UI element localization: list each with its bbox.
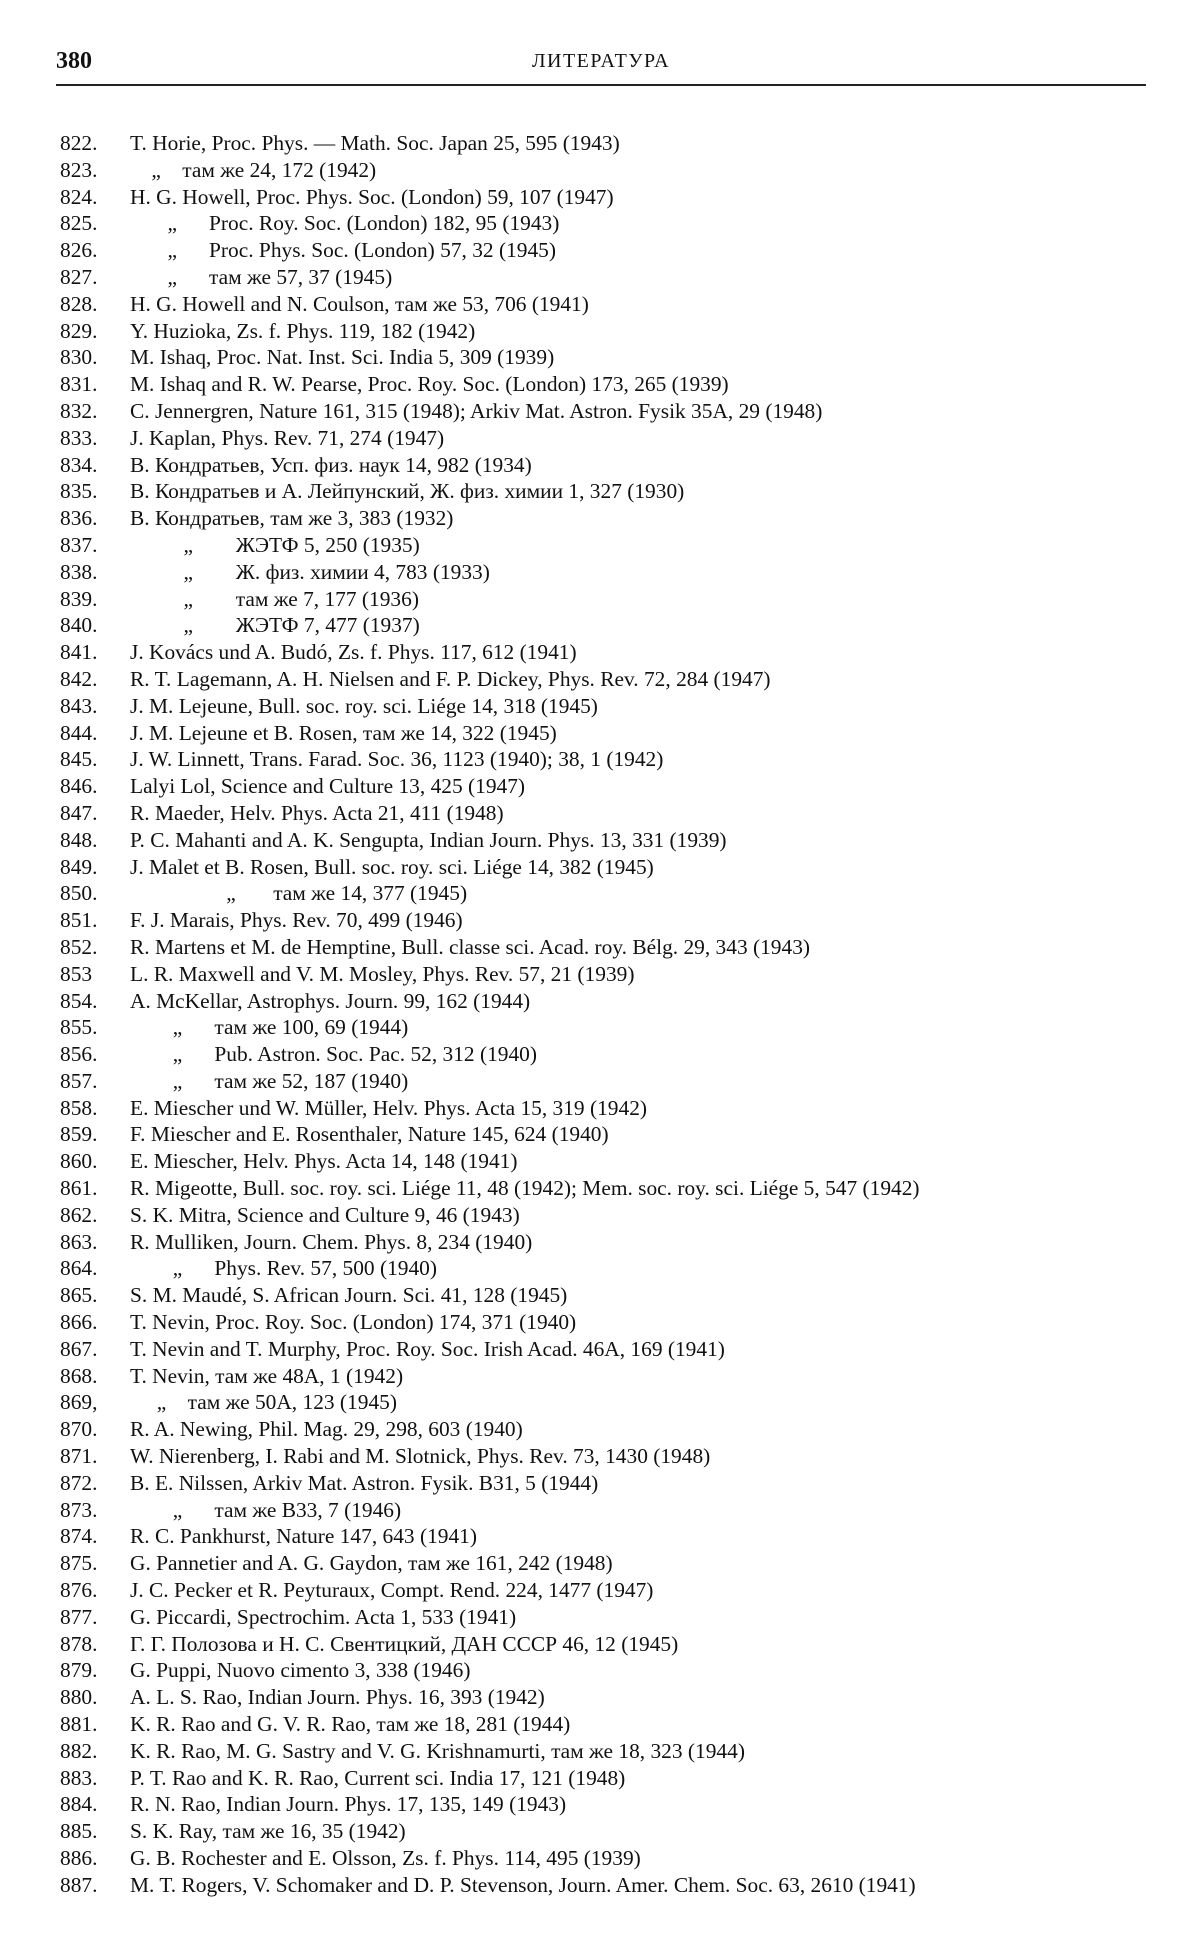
reference-text: Lalyi Lol, Science and Culture 13, 425 (1947) — [130, 774, 526, 799]
reference-item — [60, 1711, 1150, 1738]
reference-text: T. Nevin, Proc. Roy. Soc. (London) 174, 371 (1940) — [130, 1310, 577, 1335]
reference-item — [60, 452, 1150, 479]
reference-number: 853 — [60, 961, 93, 986]
reference-text: J. W. Linnett, Trans. Farad. Soc. 36, 1123 (1940); 38, 1 (1942) — [130, 747, 664, 772]
reference-text: G. B. Rochester and E. Olsson, Zs. f. Phys. 114, 495 (1939) — [130, 1846, 641, 1870]
reference-number: 865. — [60, 1283, 98, 1308]
reference-text: S. K. Ray, там же 16, 35 (1942) — [130, 1819, 406, 1844]
reference-item — [60, 639, 1150, 666]
reference-item — [60, 1791, 1150, 1818]
reference-text: „ Pub. Astron. Soc. Pac. 52, 312 (1940) — [130, 1042, 537, 1067]
page-number: 380 — [56, 48, 92, 74]
reference-text: „ Proc. Phys. Soc. (London) 57, 32 (1945) — [130, 238, 556, 263]
reference-number: 847. — [60, 800, 98, 825]
reference-item — [60, 291, 1150, 318]
reference-item — [60, 586, 1150, 613]
reference-item — [60, 988, 1150, 1015]
reference-text: „ Ж. физ. химии 4, 783 (1933) — [130, 559, 490, 584]
reference-text: „ ЖЭТФ 7, 477 (1937) — [130, 613, 420, 638]
reference-text: „ Phys. Rev. 57, 500 (1940) — [130, 1256, 437, 1281]
reference-number: 870. — [60, 1417, 98, 1442]
reference-text: A. L. S. Rao, Indian Journ. Phys. 16, 393 (1942) — [130, 1685, 545, 1710]
reference-number: 875. — [60, 1551, 98, 1576]
reference-text: R. Migeotte, Bull. soc. roy. sci. Liége 11, 48 (1942); Mem. soc. roy. sci. Liége 5, 547 (1942) — [130, 1176, 920, 1201]
running-title: ЛИТЕРАТУРА — [531, 50, 671, 72]
reference-item — [60, 237, 1150, 264]
reference-item — [60, 1550, 1150, 1577]
reference-text: R. Mulliken, Journ. Chem. Phys. 8, 234 (1940) — [130, 1229, 533, 1254]
reference-item — [60, 1818, 1150, 1845]
reference-number: 841. — [60, 640, 98, 665]
reference-number: 840. — [60, 613, 98, 638]
reference-item — [60, 1095, 1150, 1122]
reference-item — [60, 1389, 1150, 1416]
reference-text: „ ЖЭТФ 5, 250 (1935) — [130, 532, 420, 557]
reference-item — [60, 532, 1150, 559]
reference-item — [60, 184, 1150, 211]
reference-text: G. Pannetier and A. G. Gaydon, там же 161, 242 (1948) — [130, 1551, 613, 1576]
reference-text: „ там же 57, 37 (1945) — [130, 264, 393, 289]
reference-item — [60, 1631, 1150, 1658]
reference-item — [60, 425, 1150, 452]
reference-item — [60, 800, 1150, 827]
reference-number: 886. — [60, 1846, 98, 1870]
reference-number: 883. — [60, 1765, 98, 1790]
reference-item — [60, 934, 1150, 961]
reference-text: P. T. Rao and K. R. Rao, Current sci. India 17, 121 (1948) — [130, 1765, 626, 1790]
reference-number: 880. — [60, 1685, 98, 1710]
page-header — [56, 48, 1146, 88]
reference-number: 838. — [60, 559, 98, 584]
reference-number: 861. — [60, 1176, 98, 1201]
reference-item — [60, 1175, 1150, 1202]
reference-item — [60, 1068, 1150, 1095]
reference-text: „ там же 7, 177 (1936) — [130, 586, 419, 611]
reference-item — [60, 1363, 1150, 1390]
reference-number: 839. — [60, 586, 98, 611]
reference-item — [60, 505, 1150, 532]
reference-text: „ там же B33, 7 (1946) — [130, 1497, 402, 1522]
reference-number: 876. — [60, 1578, 98, 1603]
reference-text: M. Ishaq, Proc. Nat. Inst. Sci. India 5, 309 (1939) — [130, 345, 555, 370]
reference-number: 864. — [60, 1256, 98, 1281]
reference-number: 850. — [60, 881, 98, 906]
reference-text: В. Кондратьев и А. Лейпунский, Ж. физ. химии 1, 327 (1930) — [130, 479, 685, 504]
reference-item — [60, 666, 1150, 693]
reference-text: R. C. Pankhurst, Nature 147, 643 (1941) — [130, 1524, 477, 1549]
reference-text: В. Кондратьев, Усп. физ. наук 14, 982 (1934) — [130, 452, 532, 477]
reference-item — [60, 1416, 1150, 1443]
reference-item — [60, 1309, 1150, 1336]
reference-text: C. Jennergren, Nature 161, 315 (1948); Arkiv Mat. Astron. Fysik 35A, 29 (1948) — [130, 398, 823, 423]
reference-text: „ там же 100, 69 (1944) — [130, 1015, 409, 1040]
reference-number: 857. — [60, 1068, 98, 1093]
reference-text: „ Proc. Roy. Soc. (London) 182, 95 (1943) — [130, 211, 560, 236]
reference-number: 833. — [60, 425, 98, 450]
reference-number: 877. — [60, 1604, 98, 1629]
reference-item — [60, 827, 1150, 854]
reference-text: J. Kaplan, Phys. Rev. 71, 274 (1947) — [130, 425, 445, 450]
reference-text: R. A. Newing, Phil. Mag. 29, 298, 603 (1940) — [130, 1417, 523, 1442]
reference-number: 844. — [60, 720, 98, 745]
reference-number: 835. — [60, 479, 98, 504]
reference-number: 826. — [60, 238, 98, 263]
reference-item — [60, 1014, 1150, 1041]
reference-item — [60, 1872, 1150, 1899]
reference-number: 829. — [60, 318, 98, 343]
reference-number: 882. — [60, 1738, 98, 1763]
reference-text: J. Malet et B. Rosen, Bull. soc. roy. sci. Liége 14, 382 (1945) — [130, 854, 654, 879]
reference-text: Г. Г. Полозова и Н. С. Свентицкий, ДАН СССР 46, 12 (1945) — [130, 1631, 679, 1656]
reference-number: 869, — [60, 1390, 98, 1415]
reference-number: 859. — [60, 1122, 98, 1147]
reference-item — [60, 1282, 1150, 1309]
reference-item — [60, 398, 1150, 425]
reference-item — [60, 1121, 1150, 1148]
reference-text: J. M. Lejeune et B. Rosen, там же 14, 322 (1945) — [130, 720, 557, 745]
reference-number: 831. — [60, 372, 98, 397]
reference-item — [60, 1041, 1150, 1068]
reference-number: 874. — [60, 1524, 98, 1549]
reference-number: 845. — [60, 747, 98, 772]
reference-number: 884. — [60, 1792, 98, 1817]
reference-number: 824. — [60, 184, 98, 209]
reference-item — [60, 1443, 1150, 1470]
reference-number: 849. — [60, 854, 98, 879]
reference-number: 825. — [60, 211, 98, 236]
reference-number: 828. — [60, 291, 98, 316]
reference-item — [60, 1523, 1150, 1550]
reference-text: F. Miescher and E. Rosenthaler, Nature 145, 624 (1940) — [130, 1122, 609, 1147]
reference-number: 862. — [60, 1202, 98, 1227]
reference-item — [60, 1229, 1150, 1256]
reference-text: R. T. Lagemann, A. H. Nielsen and F. P. Dickey, Phys. Rev. 72, 284 (1947) — [130, 666, 771, 691]
reference-text: K. R. Rao and G. V. R. Rao, там же 18, 281 (1944) — [130, 1712, 571, 1737]
reference-item — [60, 1738, 1150, 1765]
reference-number: 837. — [60, 532, 98, 557]
reference-text: „ там же 50A, 123 (1945) — [130, 1390, 397, 1415]
reference-number: 822. — [60, 131, 98, 155]
reference-text: T. Nevin and T. Murphy, Proc. Roy. Soc. Irish Acad. 46A, 169 (1941) — [130, 1336, 725, 1361]
reference-text: G. Puppi, Nuovo cimento 3, 338 (1946) — [130, 1658, 471, 1683]
reference-text: P. C. Mahanti and A. K. Sengupta, Indian Journ. Phys. 13, 331 (1939) — [130, 827, 727, 852]
reference-text: J. Kovács und A. Budó, Zs. f. Phys. 117, 612 (1941) — [130, 640, 577, 665]
reference-text: M. T. Rogers, V. Schomaker and D. P. Stevenson, Journ. Amer. Chem. Soc. 63, 2610 (1941) — [130, 1872, 916, 1897]
reference-item — [60, 854, 1150, 881]
reference-text: „ там же 24, 172 (1942) — [130, 157, 377, 182]
reference-text: R. Martens et M. de Hemptine, Bull. classe sci. Acad. roy. Bélg. 29, 343 (1943) — [130, 934, 811, 959]
reference-item — [60, 1202, 1150, 1229]
reference-item — [60, 693, 1150, 720]
reference-item — [60, 907, 1150, 934]
reference-item — [60, 478, 1150, 505]
reference-text: R. N. Rao, Indian Journ. Phys. 17, 135, 149 (1943) — [130, 1792, 567, 1817]
reference-text: A. McKellar, Astrophys. Journ. 99, 162 (1944) — [130, 988, 531, 1013]
reference-number: 854. — [60, 988, 98, 1013]
reference-number: 885. — [60, 1819, 98, 1844]
reference-number: 823. — [60, 157, 98, 182]
reference-item — [60, 344, 1150, 371]
reference-number: 871. — [60, 1444, 98, 1469]
reference-item — [60, 210, 1150, 237]
reference-text: „ там же 14, 377 (1945) — [130, 881, 468, 906]
reference-text: S. K. Mitra, Science and Culture 9, 46 (1943) — [130, 1202, 520, 1227]
reference-text: J. C. Pecker et R. Peyturaux, Compt. Rend. 224, 1477 (1947) — [130, 1578, 654, 1603]
reference-number: 851. — [60, 908, 98, 933]
reference-number: 872. — [60, 1470, 98, 1495]
reference-number: 873. — [60, 1497, 98, 1522]
reference-item — [60, 1657, 1150, 1684]
reference-item — [60, 961, 1150, 988]
reference-text: „ там же 52, 187 (1940) — [130, 1068, 409, 1093]
reference-item — [60, 1765, 1150, 1792]
reference-text: W. Nierenberg, I. Rabi and M. Slotnick, Phys. Rev. 73, 1430 (1948) — [130, 1444, 711, 1469]
reference-number: 852. — [60, 934, 98, 959]
reference-number: 836. — [60, 506, 98, 531]
reference-item — [60, 612, 1150, 639]
reference-number: 866. — [60, 1310, 98, 1335]
reference-number: 848. — [60, 827, 98, 852]
reference-number: 832. — [60, 398, 98, 423]
reference-number: 887. — [60, 1872, 98, 1897]
reference-number: 842. — [60, 666, 98, 691]
reference-item — [60, 157, 1150, 184]
reference-number: 827. — [60, 264, 98, 289]
reference-item — [60, 1255, 1150, 1282]
reference-item — [60, 1497, 1150, 1524]
reference-text: Y. Huzioka, Zs. f. Phys. 119, 182 (1942) — [130, 318, 476, 343]
reference-item — [60, 1845, 1150, 1872]
reference-number: 830. — [60, 345, 98, 370]
reference-text: T. Nevin, там же 48A, 1 (1942) — [130, 1363, 404, 1388]
reference-item — [60, 1604, 1150, 1631]
reference-text: S. M. Maudé, S. African Journ. Sci. 41, 128 (1945) — [130, 1283, 568, 1308]
reference-item — [60, 880, 1150, 907]
reference-text: L. R. Maxwell and V. M. Mosley, Phys. Rev. 57, 21 (1939) — [130, 961, 635, 986]
reference-item — [60, 746, 1150, 773]
reference-number: 846. — [60, 774, 98, 799]
reference-number: 843. — [60, 693, 98, 718]
header-rule — [56, 84, 1146, 86]
reference-item — [60, 559, 1150, 586]
reference-text: R. Maeder, Helv. Phys. Acta 21, 411 (1948) — [130, 800, 504, 825]
reference-number: 860. — [60, 1149, 98, 1174]
reference-item — [60, 1336, 1150, 1363]
reference-item — [60, 318, 1150, 345]
reference-text: M. Ishaq and R. W. Pearse, Proc. Roy. Soc. (London) 173, 265 (1939) — [130, 372, 729, 397]
reference-number: 878. — [60, 1631, 98, 1656]
reference-item — [60, 1470, 1150, 1497]
reference-item — [60, 773, 1150, 800]
reference-item — [60, 1148, 1150, 1175]
reference-number: 867. — [60, 1336, 98, 1361]
reference-number: 879. — [60, 1658, 98, 1683]
reference-text: J. M. Lejeune, Bull. soc. roy. sci. Liége 14, 318 (1945) — [130, 693, 598, 718]
reference-item — [60, 371, 1150, 398]
reference-number: 855. — [60, 1015, 98, 1040]
reference-item — [60, 1577, 1150, 1604]
reference-number: 856. — [60, 1042, 98, 1067]
reference-number: 863. — [60, 1229, 98, 1254]
reference-number: 834. — [60, 452, 98, 477]
reference-text: F. J. Marais, Phys. Rev. 70, 499 (1946) — [130, 908, 463, 933]
reference-number: 881. — [60, 1712, 98, 1737]
reference-number: 868. — [60, 1363, 98, 1388]
reference-list — [60, 130, 1150, 1899]
reference-text: H. G. Howell and N. Coulson, там же 53, 706 (1941) — [130, 291, 589, 316]
reference-text: T. Horie, Proc. Phys. — Math. Soc. Japan 25, 595 (1943) — [130, 131, 620, 155]
reference-item — [60, 264, 1150, 291]
reference-item — [60, 720, 1150, 747]
reference-text: K. R. Rao, M. G. Sastry and V. G. Krishnamurti, там же 18, 323 (1944) — [130, 1738, 745, 1763]
reference-text: B. E. Nilssen, Arkiv Mat. Astron. Fysik. B31, 5 (1944) — [130, 1470, 599, 1495]
reference-text: В. Кондратьев, там же 3, 383 (1932) — [130, 506, 454, 531]
reference-number: 858. — [60, 1095, 98, 1120]
reference-text: E. Miescher und W. Müller, Helv. Phys. Acta 15, 319 (1942) — [130, 1095, 648, 1120]
reference-text: E. Miescher, Helv. Phys. Acta 14, 148 (1941) — [130, 1149, 518, 1174]
reference-text: H. G. Howell, Proc. Phys. Soc. (London) 59, 107 (1947) — [130, 184, 614, 209]
reference-item — [60, 1684, 1150, 1711]
reference-item — [60, 130, 1150, 157]
reference-text: G. Piccardi, Spectrochim. Acta 1, 533 (1941) — [130, 1604, 517, 1629]
